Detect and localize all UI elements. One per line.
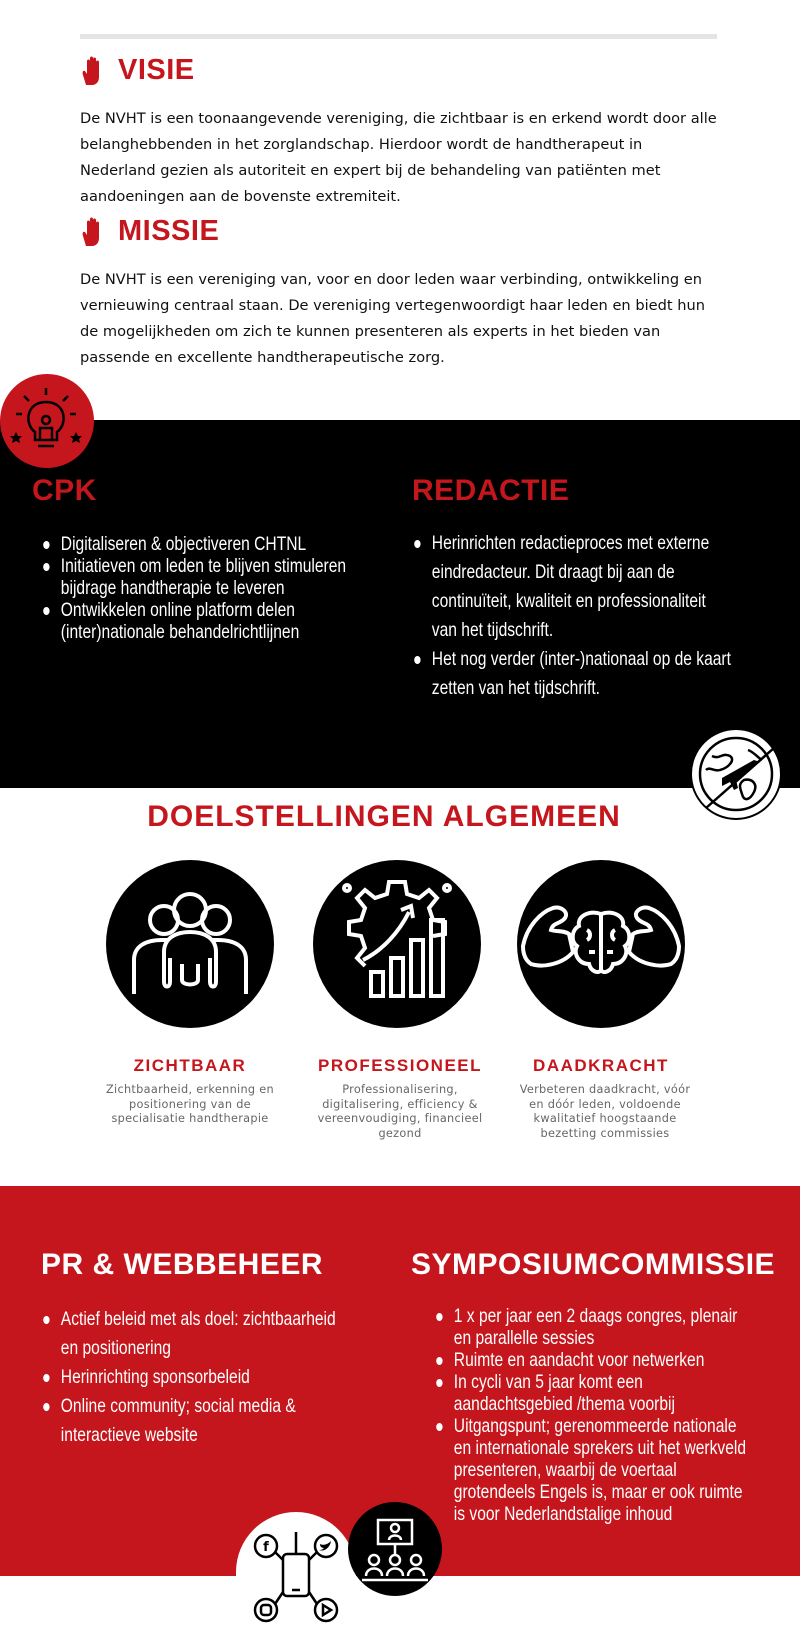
team-icon (106, 860, 274, 1028)
list-item: Uitgangspunt; gerenommeerde nationale en internationale sprekers uit het werkveld presenteren, waarbij de voertaal grotendeels Engels is, maar er ook ruimte is voor Nederlandstalige inhoud (433, 1415, 753, 1525)
list-item: Initiatieven om leden te blijven stimuleren bijdrage handtherapie te leveren (40, 555, 376, 599)
pr-title: PR & WEBBEHEER (41, 1248, 324, 1281)
svg-text:f: f (263, 1540, 269, 1555)
list-item: Online community; social media & interactieve website (40, 1392, 344, 1450)
list-item: Herinrichting sponsorbeleid (40, 1363, 344, 1392)
hand-icon (80, 55, 106, 87)
lightbulb-person-icon (0, 374, 94, 468)
presentation-audience-icon (348, 1502, 442, 1596)
lightbulb-badge (0, 374, 94, 468)
professioneel-circle (313, 860, 481, 1028)
redactie-title: REDACTIE (412, 474, 570, 507)
goal-name-zichtbaar: ZICHTBAAR (133, 1056, 247, 1075)
list-item: 1 x per jaar een 2 daags congres, plenair en parallelle sessies (433, 1305, 753, 1349)
missie-text: De NVHT is een vereniging van, voor en door leden waar verbinding, ontwikkeling en vernieuwing centraal staan. De vereniging vertegenwoordigt haar leden en biedt hun de mogelijkheden om zich te kunnen presenteren als experts in het bieden van passende en excellente handtherapeutische zorg. (80, 271, 705, 366)
visie-heading (80, 54, 195, 87)
pr-list (40, 1305, 344, 1450)
goal-desc-professioneel: Professionalisering, digitalisering, efficiency & vereenvoudiging, financieel gezond (317, 1083, 483, 1140)
hand-icon (80, 216, 106, 248)
redactie-list (411, 529, 731, 703)
goal-desc-daadkracht: Verbeteren daadkracht, vóór en dóór leden, voldoende kwalitatief hoogstaande bezetting commissies (519, 1083, 691, 1140)
top-divider (80, 34, 717, 39)
goals-title: DOELSTELLINGEN ALGEMEEN (147, 800, 621, 833)
daadkracht-circle (517, 860, 685, 1028)
list-item: Actief beleid met als doel: zichtbaarheid en positionering (40, 1305, 344, 1363)
cpk-list (40, 533, 376, 643)
visie-title: VISIE (118, 54, 195, 86)
goal-desc-zichtbaar: Zichtbaarheid, erkenning en positionering van de specialisatie handtherapie (105, 1083, 274, 1125)
goal-name-daadkracht: DAADKRACHT (533, 1056, 669, 1075)
missie-heading (80, 215, 219, 248)
smartphone-social-icon (236, 1512, 356, 1634)
list-item: Het nog verder (inter-)nationaal op de kaart zetten van het tijdschrift. (411, 645, 731, 703)
list-item: Digitaliseren & objectiveren CHTNL (40, 533, 376, 555)
list-item: Herinrichten redactieproces met externe eindredacteur. Dit draagt bij aan de continuïteit, kwaliteit en professionaliteit van het tijdschrift. (411, 529, 731, 645)
visie-text: De NVHT is een toonaangevende vereniging, die zichtbaar is en erkend wordt door alle belanghebbenden in het zorglandschap. Hierdoor wordt de handtherapeut in Nederland gezien als autoriteit en expert bij de behandeling van patiënten met aandoeningen aan de bovenste extremiteit. (80, 110, 717, 205)
brain-muscle-icon (517, 860, 685, 1028)
symposium-title: SYMPOSIUMCOMMISSIE (411, 1248, 776, 1281)
list-item: In cycli van 5 jaar komt een aandachtsgebied /thema voorbij (433, 1371, 753, 1415)
gear-growth-icon (313, 860, 481, 1028)
missie-title: MISSIE (118, 215, 220, 247)
list-item: Ruimte en aandacht voor netwerken (433, 1349, 753, 1371)
list-item: Ontwikkelen online platform delen (inter)nationale behandelrichtlijnen (40, 599, 376, 643)
meeting-badge (348, 1502, 442, 1596)
symposium-list (433, 1305, 753, 1525)
zichtbaar-circle (106, 860, 274, 1028)
cpk-title: CPK (32, 474, 97, 507)
social-media-badge (236, 1512, 356, 1634)
goal-name-professioneel: PROFESSIONEEL (317, 1056, 483, 1075)
